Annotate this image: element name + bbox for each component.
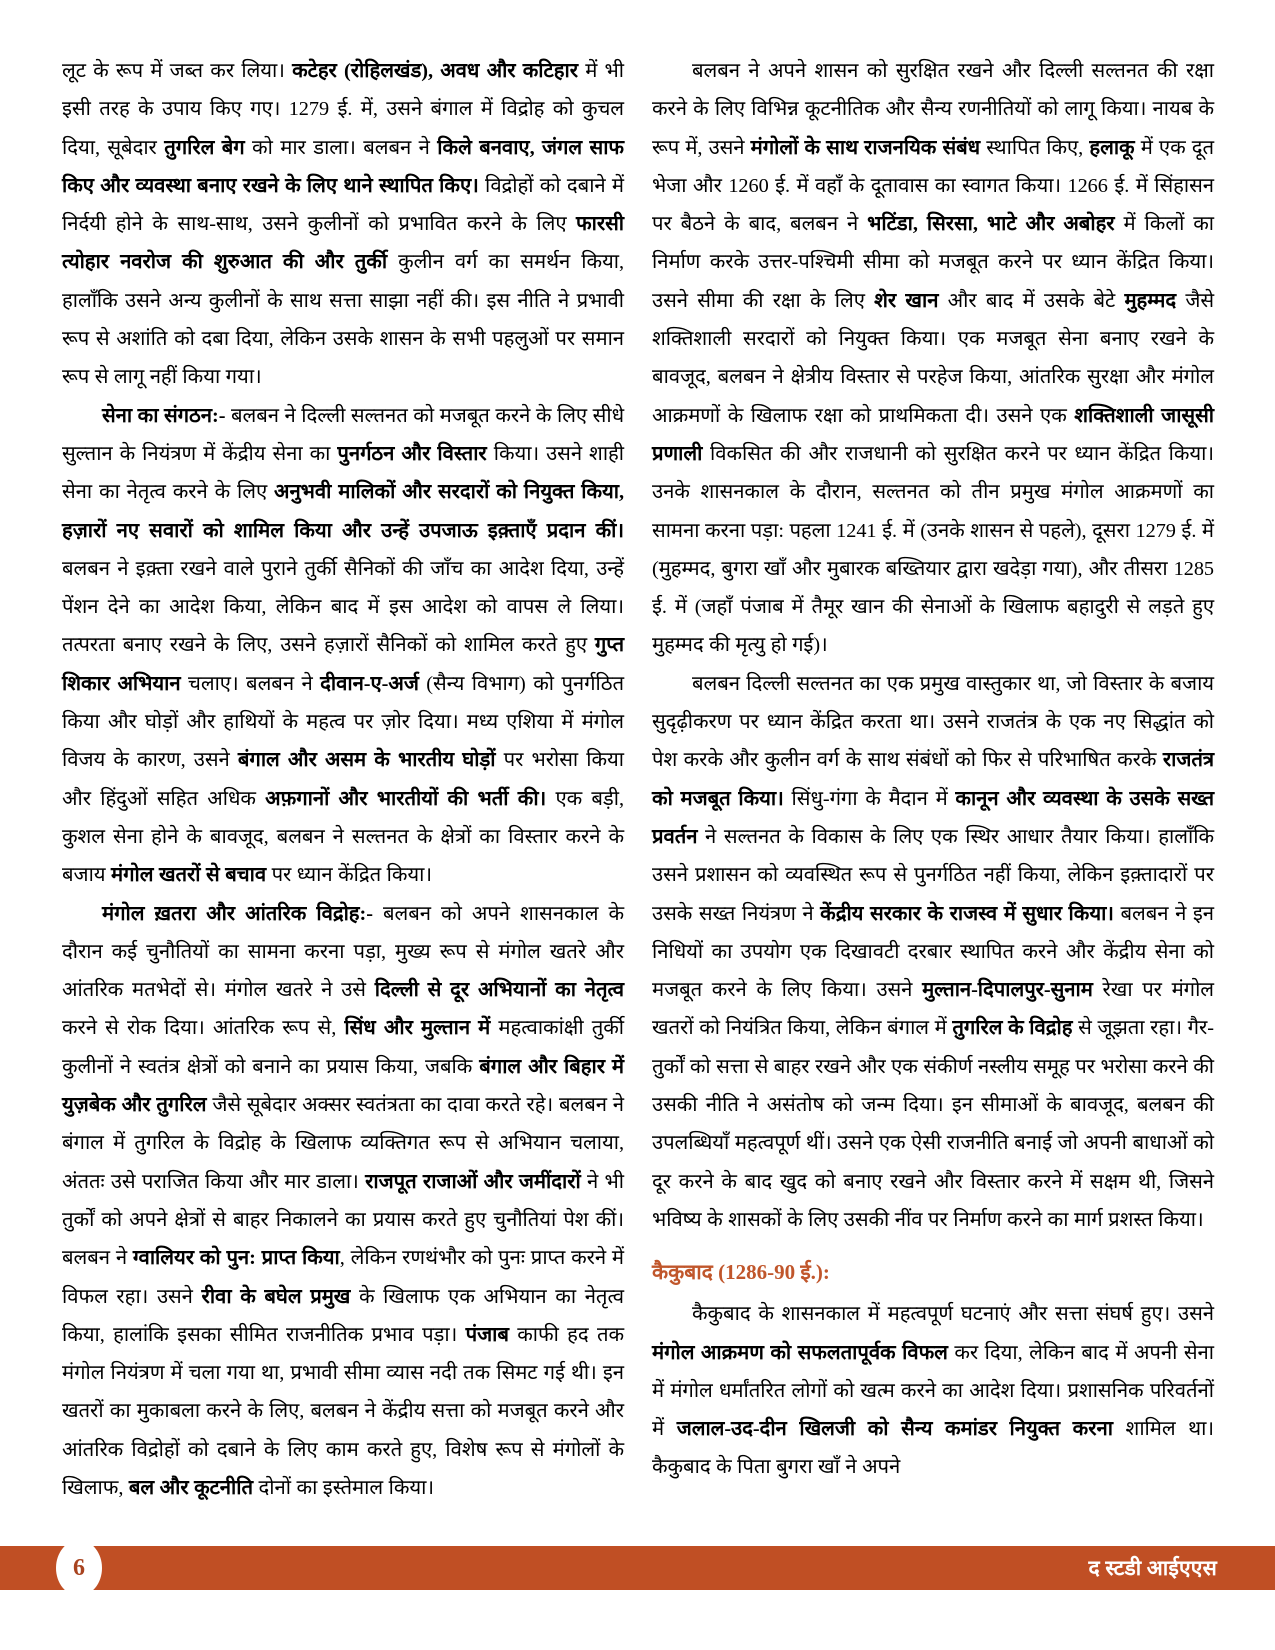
text-run: को मार डाला। बलबन ने — [244, 136, 438, 159]
section-heading-kaiqubad: कैकुबाद (1286-90 ई.): — [652, 1260, 830, 1285]
text-run: बलबन ने इन निधियों का उपयोग एक दिखावटी दरबार स्थापित करने और केंद्रीय सेना को मजबूत करने के लिए किया। उसने — [652, 902, 1214, 1002]
emphasis-run: बल और कूटनीति — [128, 1476, 254, 1499]
text-run: बलबन दिल्ली सल्तनत का एक प्रमुख वास्तुकार था, जो विस्तार के बजाय सुदृढ़ीकरण पर ध्यान केंद्रित करता था। उसने राजतंत्र के एक नए सिद्धांत को पेश करके और कुलीन वर्ग के साथ संबंधों को फिर से परिभाषित करके — [652, 672, 1214, 772]
emphasis-run: हलाकू — [1089, 136, 1135, 159]
text-run: स्थापित किए, — [980, 136, 1090, 159]
text-run: सिंधु-गंगा के मैदान में — [783, 787, 956, 810]
emphasis-run: दिल्ली से दूर अभियानों का नेतृत्व — [374, 979, 625, 1002]
emphasis-run: कटेहर (रोहिलखंड), अवध और कटिहार — [292, 60, 578, 82]
text-run: बलबन ने इक़्ता रखने वाले पुराने तुर्की सैनिकों की जाँच का आदेश दिया, उन्हें पेंशन देने का आदेश किया, लेकिन बाद में इस आदेश को वापस ले लिया। तत्परता बनाए रखने के लिए, उसने हज़ारों सैनिकों को शामिल करते हुए — [62, 557, 624, 657]
two-column-body — [62, 52, 1215, 1499]
text-run: शामिल था। कैकुबाद के पिता बुगरा खाँ ने अपने — [652, 1418, 1214, 1479]
para-diplomatic-military — [652, 52, 1214, 665]
emphasis-run: तुगरिल बेग — [164, 136, 245, 159]
emphasis-run: भटिंडा, सिरसा, भाटे और अबोहर — [867, 213, 1115, 236]
emphasis-run: पंजाब — [465, 1323, 509, 1346]
emphasis-run: शक्तिशाली जासूसी प्रणाली — [652, 404, 1215, 465]
para-balban-conquests — [62, 52, 624, 397]
emphasis-run: तुगरिल के विद्रोह — [952, 1017, 1073, 1040]
text-run: जैसे शक्तिशाली सरदारों को नियुक्त किया। एक मजबूत सेना बनाए रखने के बावजूद, बलबन ने क्षेत्रीय विस्तार से परहेज किया, आंतरिक सुरक्षा और मंगोल आक्रमणों के खिलाफ रक्षा को प्राथमिकता दी। उसने एक — [652, 289, 1214, 427]
emphasis-run: मंगोलों के साथ राजनयिक संबंध — [750, 136, 981, 159]
text-run: जैसे सूबेदार अक्सर स्वतंत्रता का दावा करते रहे। बलबन ने बंगाल में तुगरिल के विद्रोह के खिलाफ व्यक्तिगत रूप से अभियान चलाया, अंततः उसे पराजित किया और मार डाला। — [62, 1094, 624, 1193]
para-kaiqubad — [652, 1295, 1214, 1486]
emphasis-run: कानून और व्यवस्था के उसके सख्त प्रवर्तन — [652, 787, 1214, 848]
text-run: विकसित की और राजधानी को सुरक्षित करने पर ध्यान केंद्रित किया। उनके शासनकाल के दौरान, सल्तनत को तीन प्रमुख मंगोल आक्रमणों का सामना करना पड़ा: पहला 1241 ई. में (उनके शासन से पहले), दूसरा 1279 ई. में (मुहम्मद, बुगरा खाँ और मुबारक बख्तियार द्वारा खदेड़ा गया), और तीसरा 1285 ई. में (जहाँ पंजाब में तैमूर खान की सेनाओं के खिलाफ बहादुरी से लड़ते हुए मुहम्मद की मृत्यु हो गई)। — [652, 442, 1214, 657]
text-run: बलबन को अपने शासनकाल के दौरान कई चुनौतियों का सामना करना पड़ा, मुख्य रूप से मंगोल खतरे और आंतरिक मतभेदों से। मंगोल खतरे ने उसे — [62, 902, 624, 1002]
emphasis-run: सेना का संगठन:- — [102, 404, 226, 427]
text-run: दोनों का इस्तेमाल किया। — [253, 1476, 434, 1499]
emphasis-run: राजतंत्र को मजबूत किया। — [652, 749, 1214, 810]
text-run: एक बड़ी, कुशल सेना होने के बावजूद, बलबन ने सल्तनत के क्षेत्रों का विस्तार करने के बजाय — [62, 787, 625, 887]
emphasis-run: गुप्त शिकार अभियान — [62, 634, 624, 695]
para-architect-of-sultanate — [652, 665, 1214, 1239]
emphasis-run: जलाल-उद-दीन खिलजी को सैन्य कमांडर नियुक्त करना — [676, 1418, 1113, 1441]
text-run: करने से रोक दिया। आंतरिक रूप से, — [62, 1017, 345, 1040]
text-run: लूट के रूप में जब्त कर लिया। — [62, 60, 293, 82]
text-run: ने भी तुर्कों को अपने क्षेत्रों से बाहर निकालने का प्रयास करते हुए चुनौतियां पेश कीं। बलबन ने — [62, 1170, 624, 1270]
text-run: कुलीन वर्ग का समर्थन किया, हालाँकि उसने अन्य कुलीनों के साथ सत्ता साझा नहीं की। इस नीति ने प्रभावी रूप से अशांति को दबा दिया, लेकिन उसके शासन के सभी पहलुओं पर समान रूप से लागू नहीं किया गया। — [62, 251, 624, 389]
emphasis-run: मुहम्मद — [1124, 289, 1177, 312]
text-run: और बाद में उसके बेटे — [938, 289, 1125, 312]
footer-brand-label: द स्टडी आईएएस — [1088, 1556, 1217, 1580]
emphasis-run: ग्वालियर को पुन: प्राप्त किया — [132, 1247, 340, 1270]
left-column — [62, 52, 625, 1499]
text-run: में किलों का निर्माण करके उत्तर-पश्चिमी सीमा को मजबूत करने पर ध्यान केंद्रित किया। उसने सीमा की रक्षा के लिए — [652, 213, 1215, 312]
text-run: महत्वाकांक्षी तुर्की कुलीनों ने स्वतंत्र क्षेत्रों को बनाने का प्रयास किया, जबकि — [62, 1017, 624, 1078]
right-column — [652, 52, 1215, 1479]
emphasis-run: दीवान-ए-अर्ज — [320, 672, 419, 695]
emphasis-run: सिंध और मुल्तान में — [344, 1017, 491, 1040]
text-run: पर भरोसा किया और हिंदुओं सहित अधिक — [62, 749, 625, 810]
text-run: ने सल्तनत के विकास के लिए एक स्थिर आधार तैयार किया। हालाँकि उसने प्रशासन को व्यवस्थित रूप से पुनर्गठित नहीं किया, लेकिन इक़्तादारों पर उसके सख्त नियंत्रण ने — [652, 825, 1214, 925]
text-run: में एक दूत भेजा और 1260 ई. में वहाँ के दूतावास का स्वागत किया। 1266 ई. में सिंहासन पर बैठने के बाद, बलबन ने — [652, 136, 1214, 236]
emphasis-run: मुल्तान-दिपालपुर-सुनाम — [922, 979, 1093, 1002]
text-run: काफी हद तक मंगोल नियंत्रण में चला गया था, प्रभावी सीमा व्यास नदी तक सिमट गई थी। इन खतरों का मुकाबला करने के लिए, बलबन ने केंद्रीय सत्ता को मजबूत करने और आंतरिक विद्रोहों को दबाने के लिए काम करते हुए, विशेष रूप से मंगोलों के खिलाफ, — [62, 1323, 624, 1499]
text-run: कैकुबाद के शासनकाल में महत्वपूर्ण घटनाएं और सत्ता संघर्ष हुए। उसने — [692, 1303, 1214, 1326]
emphasis-run: फारसी त्योहार नवरोज की शुरुआत की और तुर्की — [62, 213, 624, 274]
para-mongol-threat-rebellion — [62, 895, 624, 1508]
emphasis-run: मंगोल खतरों से बचाव — [111, 864, 267, 887]
text-run: किया। उसने शाही सेना का नेतृत्व करने के लिए — [62, 442, 625, 504]
text-run: में भी इसी तरह के उपाय किए गए। 1279 ई. में, उसने बंगाल में विद्रोह को कुचल दिया, सूबेदार — [62, 60, 624, 159]
page-number-badge: 6 — [56, 1540, 102, 1596]
emphasis-run: शेर खान — [874, 289, 939, 312]
emphasis-run: अनुभवी मालिकों और सरदारों को नियुक्त किया, हज़ारों नए सवारों को शामिल किया और उन्हें उपजाऊ इक़्ताएँ प्रदान कीं। — [62, 481, 624, 542]
emphasis-run: मंगोल आक्रमण को सफलतापूर्वक विफल — [652, 1341, 948, 1364]
page-footer-bar — [0, 1546, 1275, 1590]
text-run: कर दिया, लेकिन बाद में अपनी सेना में मंगोल धर्मांतरित लोगों को खत्म करने का आदेश दिया। प्रशासनिक परिवर्तनों में — [652, 1341, 1214, 1441]
text-run: पर ध्यान केंद्रित किया। — [266, 864, 432, 887]
text-run: बलबन ने दिल्ली सल्तनत को मजबूत करने के लिए सीधे सुल्तान के नियंत्रण में केंद्रीय सेना का — [62, 404, 624, 465]
text-run: रेखा पर मंगोल खतरों को नियंत्रित किया, लेकिन बंगाल में — [652, 979, 1214, 1040]
text-run: से जूझता रहा। गैर-तुर्कों को सत्ता से बाहर रखने और एक संकीर्ण नस्लीय समूह पर भरोसा करने की उसकी नीति ने असंतोष को जन्म दिया। इन सीमाओं के बावजूद, बलबन की उपलब्धियाँ महत्वपूर्ण थीं। उसने एक ऐसी राजनीति बनाई जो अपनी बाधाओं को दूर करने के बाद खुद को बनाए रखने और विस्तार करने में सक्षम थी, जिसने भविष्य के शासकों के लिए उसकी नींव पर निर्माण करने का मार्ग प्रशस्त किया। — [652, 1017, 1214, 1231]
text-run: विद्रोहों को दबाने में निर्दयी होने के साथ-साथ, उसने कुलीनों को प्रभावित करने के लिए — [62, 174, 624, 236]
emphasis-run: रीवा के बघेल प्रमुख — [201, 1285, 351, 1308]
text-run: , लेकिन रणथंभौर को पुनः प्राप्त करने में विफल रहा। उसने — [62, 1247, 625, 1308]
emphasis-run: राजपूत राजाओं और जमींदारों — [365, 1170, 581, 1193]
text-run: के खिलाफ एक अभियान का नेतृत्व किया, हालांकि इसका सीमित राजनीतिक प्रभाव पड़ा। — [62, 1285, 624, 1346]
emphasis-run: बंगाल और बिहार में युज़बेक और तुगरिल — [62, 1055, 625, 1117]
text-run: चलाए। बलबन ने — [180, 672, 321, 695]
text-run: बलबन ने अपने शासन को सुरक्षित रखने और दिल्ली सल्तनत की रक्षा करने के लिए विभिन्न कूटनीतिक और सैन्य रणनीतियों को लागू किया। नायब के रूप में, उसने — [652, 60, 1214, 159]
emphasis-run: केंद्रीय सरकार के राजस्व में सुधार किया। — [820, 902, 1114, 925]
emphasis-run: बंगाल और असम के भारतीय घोड़ों — [237, 749, 496, 772]
para-army-organisation — [62, 397, 624, 895]
emphasis-run: अफ़गानों और भारतीयों की भर्ती की। — [265, 787, 547, 810]
emphasis-run: किले बनवाए, जंगल साफ किए और व्यवस्था बनाए रखने के लिए थाने स्थापित किए। — [62, 136, 624, 197]
emphasis-run: मंगोल ख़तरा और आंतरिक विद्रोह:- — [102, 902, 373, 925]
emphasis-run: पुनर्गठन और विस्तार — [337, 442, 487, 465]
text-run: (सैन्य विभाग) को पुनर्गठित किया और घोड़ों और हाथियों के महत्व पर ज़ोर दिया। मध्य एशिया में मंगोल विजय के कारण, उसने — [62, 672, 624, 772]
